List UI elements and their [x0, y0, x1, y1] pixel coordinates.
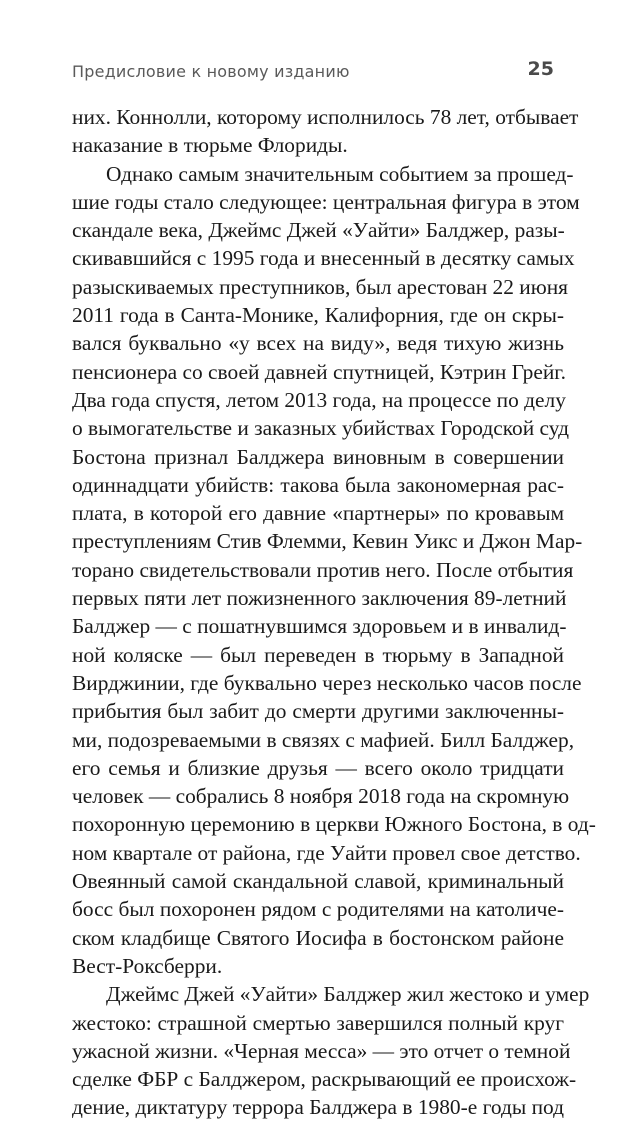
text-line: человек — собрались 8 ноября 2018 года на скромную	[72, 784, 570, 809]
paragraph	[72, 103, 579, 160]
text-line: скивавшийся с 1995 года и внесенный в десятку самых	[72, 246, 575, 271]
text-line: Вирджинии, где буквально через несколько часов после	[72, 670, 582, 695]
text-line: Бостона признал Балджера виновным в совершении	[72, 444, 564, 469]
text-line: Однако самым значительным событием за прошед-	[106, 161, 574, 186]
text-line: них. Коннолли, которому исполнилось 78 лет, отбывает	[72, 105, 579, 129]
text-line: ужасной жизни. «Черная месса» — это отчет о темной	[72, 1038, 571, 1063]
text-line: вался буквально «у всех на виду», ведя тихую жизнь	[72, 331, 564, 356]
text-line: Два года спустя, летом 2013 года, на процессе по делу	[72, 387, 566, 412]
text-line: шие годы стало следующее: центральная фигура в этом	[72, 189, 580, 214]
text-line: Вест-Роксберри.	[72, 953, 223, 978]
text-line: разыскиваемых преступников, был арестован 22 июня	[72, 274, 568, 299]
paragraph	[72, 160, 596, 981]
text-line: ном квартале от района, где Уайти провел свое детство.	[72, 840, 581, 865]
text-line: босс был похоронен рядом с родителями на католиче-	[72, 897, 564, 922]
text-line: наказание в тюрьме Флориды.	[72, 133, 348, 158]
text-line: прибытия был забит до смерти другими заключенны-	[72, 699, 564, 724]
text-line: сделке ФБР с Балджером, раскрывающий ее происхож-	[72, 1067, 577, 1092]
text-line: пенсионера со своей давней спутницей, Кэтрин Грейг.	[72, 359, 566, 384]
running-head-title: Предисловие к новому изданию	[72, 62, 350, 81]
text-line: его семья и близкие друзья — всего около тридцати	[72, 755, 564, 780]
paragraph	[72, 980, 590, 1121]
text-line: преступлениям Стив Флемми, Кевин Уикс и Джон Мар-	[72, 529, 583, 554]
body-text	[72, 103, 596, 1122]
text-line: жестоко: страшной смертью завершился полный круг	[72, 1010, 564, 1035]
text-line: ском кладбище Святого Иосифа в бостонском районе	[72, 925, 564, 950]
text-line: ной коляске — был переведен в тюрьму в Западной	[72, 642, 564, 667]
text-line: одиннадцати убийств: такова была закономерная рас-	[72, 472, 564, 497]
text-line: ми, подозреваемыми в связях с мафией. Билл Балджер,	[72, 727, 575, 752]
text-line: плата, в которой его давние «партнеры» по кровавым	[72, 501, 564, 526]
text-line: похоронную церемонию в церкви Южного Бостона, в од-	[72, 812, 596, 837]
text-line: Балджер — с пошатнувшимся здоровьем и в инвалид-	[72, 614, 567, 639]
text-line: скандале века, Джеймс Джей «Уайти» Балджер, разы-	[72, 218, 565, 243]
text-line: о вымогательстве и заказных убийствах Городской суд	[72, 416, 569, 441]
text-line: первых пяти лет пожизненного заключения 89-летний	[72, 586, 567, 611]
page-number: 25	[527, 58, 554, 80]
text-line: дение, диктатуру террора Балджера в 1980-е годы под	[72, 1095, 564, 1120]
text-line: Джеймс Джей «Уайти» Балджер жил жестоко и умер	[106, 982, 590, 1007]
text-line: 2011 года в Санта-Монике, Калифорния, где он скры-	[72, 303, 564, 328]
text-line: Овеянный самой скандальной славой, криминальный	[72, 869, 564, 894]
text-line: торано свидетельствовали против него. После отбытия	[72, 557, 574, 582]
